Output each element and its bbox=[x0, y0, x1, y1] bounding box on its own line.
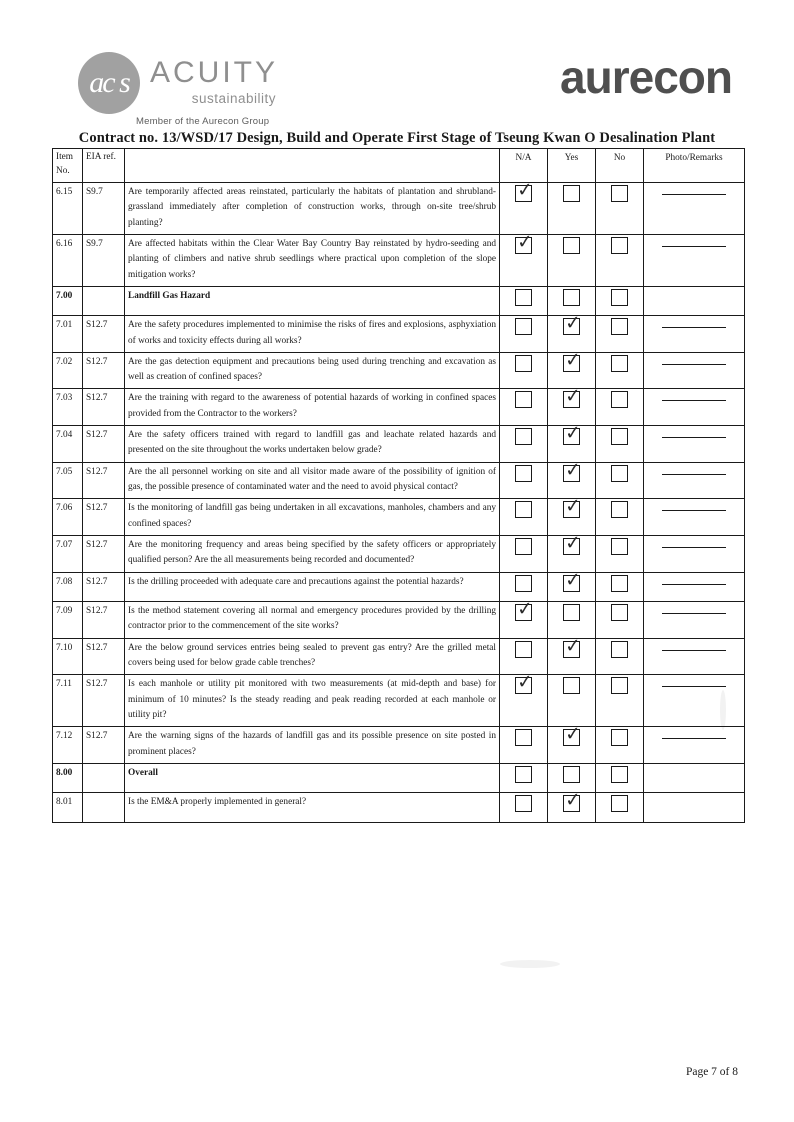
checkbox-no[interactable] bbox=[611, 795, 628, 812]
column-header-description bbox=[125, 149, 500, 183]
column-header-remarks: Photo/Remarks bbox=[644, 149, 745, 183]
remarks-cell[interactable] bbox=[644, 182, 745, 234]
row-item-number: 8.00 bbox=[53, 764, 83, 793]
checkbox-cell-no[interactable] bbox=[596, 572, 644, 601]
checkbox-cell-na[interactable] bbox=[500, 426, 548, 463]
checkbox-cell-na[interactable] bbox=[500, 727, 548, 764]
remarks-cell[interactable] bbox=[644, 764, 745, 793]
acuity-tagline: sustainability bbox=[191, 91, 277, 106]
checkbox-na[interactable] bbox=[515, 179, 534, 202]
row-description: Is each manhole or utility pit monitored with two measurements (at mid-depth and base) for minimum of 10 minutes? Is the steady reading and peak reading recorded at each manhole or utility pit? bbox=[125, 675, 500, 727]
row-description: Are the below ground services entries being sealed to prevent gas entry? Are the grilled metal covers being used for below grade cable trenches? bbox=[125, 638, 500, 675]
checkbox-cell-na[interactable] bbox=[500, 671, 548, 727]
row-eia-ref: S12.7 bbox=[83, 727, 125, 764]
check-mark-icon: ✓ bbox=[564, 385, 582, 408]
checkbox-cell-yes[interactable] bbox=[548, 312, 596, 353]
row-description: Is the method statement covering all normal and emergency procedures provided by the drilling contractor prior to the commencement of the site works? bbox=[125, 602, 500, 639]
checkbox-cell-yes[interactable] bbox=[548, 789, 596, 822]
checkbox-cell-na[interactable] bbox=[500, 572, 548, 601]
acuity-member-line: Member of the Aurecon Group bbox=[136, 116, 270, 127]
row-item-number: 7.05 bbox=[53, 462, 83, 499]
table-row bbox=[53, 286, 745, 315]
checkbox-na[interactable] bbox=[515, 575, 532, 592]
checkbox-cell-na[interactable] bbox=[500, 389, 548, 426]
checkbox-yes[interactable] bbox=[563, 766, 580, 783]
logo-row bbox=[0, 44, 794, 127]
checkbox-cell-no[interactable] bbox=[596, 389, 644, 426]
check-mark-icon: ✓ bbox=[516, 179, 534, 202]
row-item-number: 7.10 bbox=[53, 638, 83, 675]
checkbox-no[interactable] bbox=[611, 575, 628, 592]
checkbox-yes[interactable] bbox=[563, 635, 582, 658]
checkbox-cell-na[interactable] bbox=[500, 638, 548, 675]
checkbox-yes[interactable] bbox=[563, 532, 582, 555]
checkbox-yes[interactable] bbox=[563, 237, 580, 254]
checkbox-cell-yes[interactable] bbox=[548, 495, 596, 536]
checkbox-na[interactable] bbox=[515, 795, 532, 812]
checkbox-cell-na[interactable] bbox=[500, 316, 548, 353]
checkbox-no[interactable] bbox=[611, 766, 628, 783]
checkbox-cell-no[interactable] bbox=[596, 286, 644, 315]
checkbox-yes[interactable] bbox=[563, 385, 582, 408]
checkbox-na[interactable] bbox=[515, 729, 532, 746]
column-header-na: N/A bbox=[500, 149, 548, 183]
check-mark-icon: ✓ bbox=[564, 569, 582, 592]
row-eia-ref: S12.7 bbox=[83, 572, 125, 601]
row-eia-ref: S9.7 bbox=[83, 234, 125, 286]
remarks-blank-line[interactable] bbox=[662, 641, 726, 651]
checkbox-cell-na[interactable] bbox=[500, 352, 548, 389]
remarks-cell[interactable] bbox=[644, 352, 745, 389]
checkbox-cell-yes[interactable] bbox=[548, 569, 596, 601]
table-row bbox=[53, 536, 745, 573]
check-mark-icon: ✓ bbox=[564, 312, 582, 335]
scan-artifact bbox=[500, 960, 560, 968]
remarks-blank-line[interactable] bbox=[662, 575, 726, 585]
remarks-blank-line[interactable] bbox=[662, 237, 726, 247]
checkbox-yes[interactable] bbox=[563, 459, 582, 482]
checkbox-no[interactable] bbox=[611, 465, 628, 482]
row-description: Are the safety procedures implemented to minimise the risks of fires and explosions, asphyxiation of works and toxicity effects during all works? bbox=[125, 316, 500, 353]
page-title: Contract no. 13/WSD/17 Design, Build and Operate First Stage of Tseung Kwan O Desalination Plant bbox=[78, 130, 716, 146]
remarks-blank-line[interactable] bbox=[662, 729, 726, 739]
checkbox-cell-no[interactable] bbox=[596, 462, 644, 499]
remarks-blank-line[interactable] bbox=[662, 391, 726, 401]
remarks-blank-line[interactable] bbox=[662, 428, 726, 438]
remarks-cell[interactable] bbox=[644, 316, 745, 353]
checkbox-yes[interactable] bbox=[563, 495, 582, 518]
column-header-item-line2: No. bbox=[56, 165, 70, 176]
checkbox-cell-yes[interactable] bbox=[548, 675, 596, 727]
checkbox-cell-yes[interactable] bbox=[548, 532, 596, 573]
row-description: Are the safety officers trained with regard to landfill gas and leachate related hazards and presented on the site throughout the works undertaken below grade? bbox=[125, 426, 500, 463]
remarks-cell[interactable] bbox=[644, 426, 745, 463]
table-row bbox=[53, 675, 745, 727]
checkbox-na[interactable] bbox=[515, 766, 532, 783]
checkbox-cell-yes[interactable] bbox=[548, 459, 596, 499]
aurecon-logo: aurecon bbox=[560, 51, 732, 103]
row-eia-ref bbox=[83, 764, 125, 793]
checkbox-no[interactable] bbox=[611, 355, 628, 372]
row-item-number: 7.02 bbox=[53, 352, 83, 389]
checkbox-na[interactable] bbox=[515, 501, 532, 518]
checkbox-cell-na[interactable] bbox=[500, 286, 548, 315]
check-mark-icon: ✓ bbox=[564, 723, 582, 746]
checkbox-cell-yes[interactable] bbox=[548, 764, 596, 793]
checkbox-cell-na[interactable] bbox=[500, 231, 548, 286]
acuity-name: ACUITY bbox=[150, 56, 279, 89]
column-header-item bbox=[53, 149, 83, 183]
checkbox-cell-no[interactable] bbox=[596, 352, 644, 389]
remarks-cell[interactable] bbox=[644, 793, 745, 822]
checkbox-cell-no[interactable] bbox=[596, 182, 644, 234]
row-description: Is the EM&A properly implemented in general? bbox=[125, 793, 500, 822]
remarks-cell[interactable] bbox=[644, 675, 745, 727]
checkbox-no[interactable] bbox=[611, 237, 628, 254]
row-description: Are the gas detection equipment and precautions being used during trenching and excavation as well as creation of confined spaces? bbox=[125, 352, 500, 389]
checkbox-cell-na[interactable] bbox=[500, 764, 548, 793]
checkbox-na[interactable] bbox=[515, 355, 532, 372]
table-row bbox=[53, 572, 745, 601]
remarks-cell[interactable] bbox=[644, 499, 745, 536]
check-mark-icon: ✓ bbox=[564, 349, 582, 372]
table-row bbox=[53, 727, 745, 764]
remarks-blank-line[interactable] bbox=[662, 538, 726, 548]
row-description: Landfill Gas Hazard bbox=[125, 286, 500, 315]
check-mark-icon: ✓ bbox=[516, 231, 534, 254]
row-eia-ref bbox=[83, 793, 125, 822]
row-eia-ref: S9.7 bbox=[83, 182, 125, 234]
checkbox-cell-yes[interactable] bbox=[548, 349, 596, 389]
page-footer: Page 7 of 8 bbox=[685, 1066, 738, 1078]
checkbox-yes[interactable] bbox=[563, 422, 582, 445]
checkbox-na[interactable] bbox=[515, 465, 532, 482]
remarks-cell[interactable] bbox=[644, 638, 745, 675]
remarks-blank-line[interactable] bbox=[662, 677, 726, 687]
checkbox-no[interactable] bbox=[611, 185, 628, 202]
remarks-blank-line[interactable] bbox=[662, 355, 726, 365]
column-header-no: No bbox=[596, 149, 644, 183]
checkbox-cell-yes[interactable] bbox=[548, 723, 596, 764]
checkbox-na[interactable] bbox=[515, 391, 532, 408]
column-header-eia: EIA ref. bbox=[83, 149, 125, 183]
checklist-table bbox=[52, 148, 745, 823]
table-row bbox=[53, 764, 745, 793]
remarks-cell[interactable] bbox=[644, 536, 745, 573]
row-eia-ref: S12.7 bbox=[83, 602, 125, 639]
row-eia-ref: S12.7 bbox=[83, 638, 125, 675]
checkbox-na[interactable] bbox=[515, 318, 532, 335]
acuity-wordmark bbox=[150, 58, 278, 106]
check-mark-icon: ✓ bbox=[564, 635, 582, 658]
row-item-number: 7.01 bbox=[53, 316, 83, 353]
row-eia-ref: S12.7 bbox=[83, 499, 125, 536]
checkbox-na[interactable] bbox=[515, 671, 534, 694]
checkbox-yes[interactable] bbox=[563, 604, 580, 621]
checkbox-no[interactable] bbox=[611, 641, 628, 658]
table-row bbox=[53, 316, 745, 353]
checkbox-cell-no[interactable] bbox=[596, 499, 644, 536]
remarks-cell[interactable] bbox=[644, 462, 745, 499]
row-description: Overall bbox=[125, 764, 500, 793]
checkbox-na[interactable] bbox=[515, 231, 534, 254]
checkbox-no[interactable] bbox=[611, 677, 628, 694]
row-eia-ref: S12.7 bbox=[83, 462, 125, 499]
checkbox-cell-no[interactable] bbox=[596, 536, 644, 573]
remarks-blank-line[interactable] bbox=[662, 318, 726, 328]
checkbox-cell-no[interactable] bbox=[596, 675, 644, 727]
table-body bbox=[53, 179, 745, 822]
checkbox-cell-yes[interactable] bbox=[548, 635, 596, 675]
checkbox-no[interactable] bbox=[611, 289, 628, 306]
checkbox-cell-no[interactable] bbox=[596, 793, 644, 822]
row-item-number: 7.09 bbox=[53, 602, 83, 639]
table-row bbox=[53, 499, 745, 536]
table-row bbox=[53, 793, 745, 822]
row-description: Is the monitoring of landfill gas being undertaken in all excavations, manholes, chambers and any confined spaces? bbox=[125, 499, 500, 536]
row-description: Are the monitoring frequency and areas being specified by the safety officers or appropriately qualified person? Are the all measurements being recorded and documented? bbox=[125, 536, 500, 573]
table-row bbox=[53, 182, 745, 234]
checkbox-yes[interactable] bbox=[563, 185, 580, 202]
checkbox-yes[interactable] bbox=[563, 723, 582, 746]
row-eia-ref: S12.7 bbox=[83, 536, 125, 573]
remarks-cell[interactable] bbox=[644, 572, 745, 601]
row-eia-ref bbox=[83, 286, 125, 315]
row-description: Are affected habitats within the Clear Water Bay Country Bay reinstated by hydro-seeding and planting of climbers and native shrub seedlings where practical upon completion of the slope mitigation works? bbox=[125, 234, 500, 286]
checkbox-cell-no[interactable] bbox=[596, 764, 644, 793]
row-eia-ref: S12.7 bbox=[83, 426, 125, 463]
checkbox-cell-yes[interactable] bbox=[548, 602, 596, 639]
checkbox-na[interactable] bbox=[515, 428, 532, 445]
checkbox-no[interactable] bbox=[611, 604, 628, 621]
row-item-number: 7.12 bbox=[53, 727, 83, 764]
check-mark-icon: ✓ bbox=[564, 789, 582, 812]
row-description: Are the all personnel working on site and all visitor made aware of the possibility of ignition of gas, the possible presence of contaminated water and the need to avoid physical contact? bbox=[125, 462, 500, 499]
table-row bbox=[53, 426, 745, 463]
row-eia-ref: S12.7 bbox=[83, 352, 125, 389]
table-row bbox=[53, 389, 745, 426]
checkbox-yes[interactable] bbox=[563, 677, 580, 694]
table-row bbox=[53, 602, 745, 639]
row-item-number: 7.07 bbox=[53, 536, 83, 573]
checkbox-cell-na[interactable] bbox=[500, 598, 548, 639]
checkbox-no[interactable] bbox=[611, 428, 628, 445]
checkbox-yes[interactable] bbox=[563, 789, 582, 812]
checkbox-cell-yes[interactable] bbox=[548, 286, 596, 315]
table-row bbox=[53, 462, 745, 499]
checkbox-yes[interactable] bbox=[563, 289, 580, 306]
remarks-cell[interactable] bbox=[644, 286, 745, 315]
check-mark-icon: ✓ bbox=[516, 598, 534, 621]
row-item-number: 7.03 bbox=[53, 389, 83, 426]
checkbox-cell-no[interactable] bbox=[596, 602, 644, 639]
row-item-number: 6.16 bbox=[53, 234, 83, 286]
checkbox-na[interactable] bbox=[515, 289, 532, 306]
checkbox-na[interactable] bbox=[515, 598, 534, 621]
checkbox-cell-na[interactable] bbox=[500, 499, 548, 536]
checkbox-cell-no[interactable] bbox=[596, 234, 644, 286]
table-header bbox=[53, 149, 745, 183]
checkbox-cell-yes[interactable] bbox=[548, 422, 596, 463]
checkbox-cell-no[interactable] bbox=[596, 426, 644, 463]
checkbox-cell-no[interactable] bbox=[596, 316, 644, 353]
table-header-row bbox=[53, 149, 745, 183]
checkbox-cell-no[interactable] bbox=[596, 638, 644, 675]
check-mark-icon: ✓ bbox=[564, 422, 582, 445]
remarks-blank-line[interactable] bbox=[662, 465, 726, 475]
row-description: Are the training with regard to the awareness of potential hazards of working in confined spaces provided from the Contractor to the workers? bbox=[125, 389, 500, 426]
row-description: Is the drilling proceeded with adequate care and precautions against the potential hazards? bbox=[125, 572, 500, 601]
remarks-cell[interactable] bbox=[644, 727, 745, 764]
row-item-number: 7.11 bbox=[53, 675, 83, 727]
table-row bbox=[53, 352, 745, 389]
checkbox-cell-na[interactable] bbox=[500, 536, 548, 573]
column-header-item-line1: Item bbox=[56, 152, 74, 162]
check-mark-icon: ✓ bbox=[564, 532, 582, 555]
checkbox-cell-yes[interactable] bbox=[548, 385, 596, 426]
row-eia-ref: S12.7 bbox=[83, 316, 125, 353]
checkbox-cell-na[interactable] bbox=[500, 179, 548, 234]
check-mark-icon: ✓ bbox=[516, 671, 534, 694]
row-item-number: 7.06 bbox=[53, 499, 83, 536]
checkbox-cell-yes[interactable] bbox=[548, 182, 596, 234]
remarks-cell[interactable] bbox=[644, 389, 745, 426]
checkbox-no[interactable] bbox=[611, 391, 628, 408]
row-item-number: 8.01 bbox=[53, 793, 83, 822]
checkbox-cell-na[interactable] bbox=[500, 462, 548, 499]
row-item-number: 7.04 bbox=[53, 426, 83, 463]
row-eia-ref: S12.7 bbox=[83, 675, 125, 727]
remarks-blank-line[interactable] bbox=[662, 604, 726, 614]
check-mark-icon: ✓ bbox=[564, 495, 582, 518]
remarks-cell[interactable] bbox=[644, 602, 745, 639]
row-eia-ref: S12.7 bbox=[83, 389, 125, 426]
acuity-logo bbox=[78, 52, 378, 127]
column-header-yes: Yes bbox=[548, 149, 596, 183]
row-item-number: 6.15 bbox=[53, 182, 83, 234]
checkbox-yes[interactable] bbox=[563, 349, 582, 372]
checkbox-cell-yes[interactable] bbox=[548, 234, 596, 286]
checkbox-na[interactable] bbox=[515, 538, 532, 555]
table-row bbox=[53, 234, 745, 286]
check-mark-icon: ✓ bbox=[564, 459, 582, 482]
checkbox-no[interactable] bbox=[611, 729, 628, 746]
checkbox-yes[interactable] bbox=[563, 312, 582, 335]
checkbox-no[interactable] bbox=[611, 501, 628, 518]
remarks-blank-line[interactable] bbox=[662, 501, 726, 511]
checkbox-no[interactable] bbox=[611, 318, 628, 335]
table-row bbox=[53, 638, 745, 675]
remarks-blank-line[interactable] bbox=[662, 185, 726, 195]
checkbox-no[interactable] bbox=[611, 538, 628, 555]
checkbox-cell-no[interactable] bbox=[596, 727, 644, 764]
row-item-number: 7.00 bbox=[53, 286, 83, 315]
remarks-cell[interactable] bbox=[644, 234, 745, 286]
checkbox-cell-na[interactable] bbox=[500, 793, 548, 822]
acuity-logo-mark: ac s bbox=[78, 52, 140, 114]
row-description: Are the warning signs of the hazards of landfill gas and its possible presence on site posted in prominent places? bbox=[125, 727, 500, 764]
checkbox-na[interactable] bbox=[515, 641, 532, 658]
checkbox-yes[interactable] bbox=[563, 569, 582, 592]
row-item-number: 7.08 bbox=[53, 572, 83, 601]
row-description: Are temporarily affected areas reinstated, particularly the habitats of plantation and shrubland-grassland immediately after completion of construction works, through on-site tree/shrub planting? bbox=[125, 182, 500, 234]
